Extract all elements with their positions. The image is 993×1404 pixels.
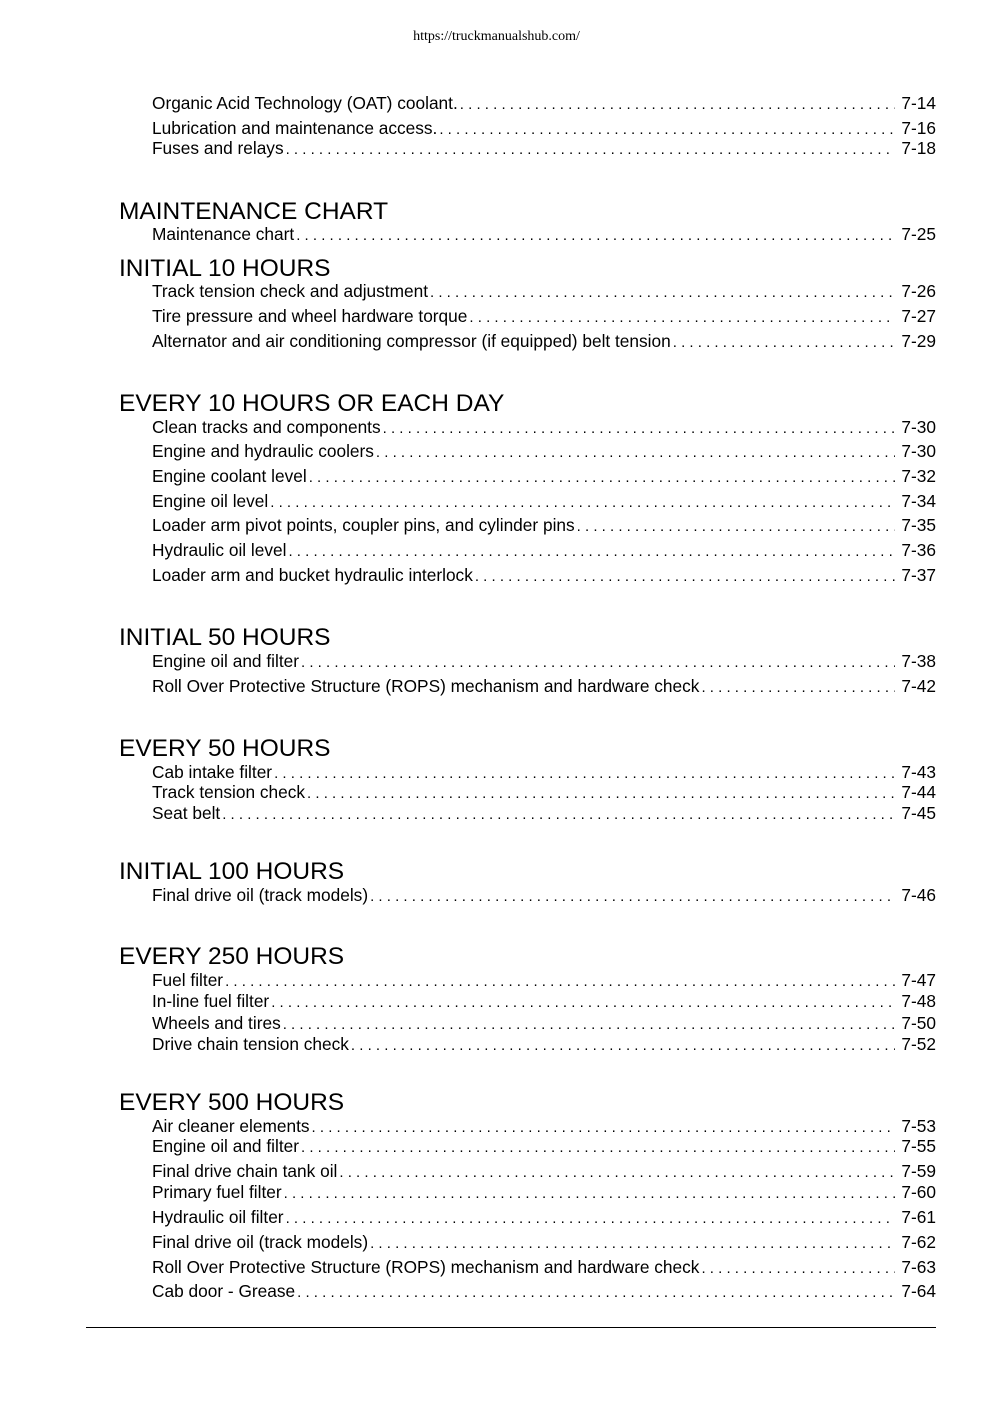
toc-entry-title: Clean tracks and components (152, 417, 381, 437)
dot-leader (307, 784, 895, 804)
toc-entry-title: Primary fuel filter (152, 1182, 282, 1202)
dot-leader (383, 419, 896, 439)
toc-entry-page: 7-64 (901, 1281, 936, 1301)
toc-entry-page: 7-32 (901, 466, 936, 486)
toc-entry-page: 7-35 (901, 515, 936, 535)
toc-entry-title: Loader arm and bucket hydraulic interlock (152, 565, 473, 585)
toc-entry-page: 7-63 (901, 1257, 936, 1277)
dot-leader (286, 140, 896, 160)
toc-entry[interactable] (152, 1257, 936, 1277)
toc-entry-title: Maintenance chart (152, 224, 295, 244)
toc-entry-page: 7-16 (901, 118, 936, 138)
dot-leader (439, 120, 895, 140)
dot-leader (284, 1184, 896, 1204)
dot-leader (225, 972, 895, 992)
toc-entry-title: Engine and hydraulic coolers (152, 441, 374, 461)
section-heading: EVERY 50 HOURS (119, 735, 331, 762)
toc-entry-title: Engine oil level (152, 491, 269, 511)
toc-entry[interactable] (152, 1034, 936, 1054)
toc-entry-page: 7-43 (901, 762, 936, 782)
dot-leader (286, 1209, 896, 1229)
toc-entry-page: 7-36 (901, 540, 936, 560)
toc-entry-title: Fuel filter (152, 970, 224, 990)
toc-entry-title: Engine oil and filter (152, 1136, 299, 1156)
toc-entry-page: 7-38 (901, 651, 936, 671)
toc-entry[interactable] (152, 441, 936, 461)
toc-entry-title: Lubrication and maintenance access. (152, 118, 438, 138)
toc-entry-title: Cab intake filter (152, 762, 273, 782)
toc-entry[interactable] (152, 540, 936, 560)
toc-entry[interactable] (152, 803, 936, 823)
toc-entry[interactable] (152, 782, 936, 802)
toc-entry[interactable] (152, 417, 936, 437)
section-heading: INITIAL 100 HOURS (119, 858, 345, 885)
dot-leader (370, 1234, 895, 1254)
dot-leader (288, 542, 895, 562)
toc-entry-page: 7-30 (901, 441, 936, 461)
source-url: https://truckmanualshub.com/ (413, 29, 580, 44)
dot-leader (274, 764, 895, 784)
dot-leader (376, 443, 895, 463)
toc-entry-page: 7-59 (901, 1161, 936, 1181)
dot-leader (339, 1163, 895, 1183)
toc-entry-page: 7-44 (901, 782, 936, 802)
toc-entry-title: Engine coolant level (152, 466, 307, 486)
dot-leader (309, 468, 896, 488)
toc-entry[interactable] (152, 515, 936, 535)
toc-entry[interactable] (152, 1182, 936, 1202)
toc-entry[interactable] (152, 1116, 936, 1136)
toc-entry-title: Hydraulic oil level (152, 540, 287, 560)
toc-entry-page: 7-30 (901, 417, 936, 437)
section-heading: EVERY 500 HOURS (119, 1089, 345, 1116)
toc-entry-page: 7-18 (901, 138, 936, 158)
toc-entry[interactable] (152, 93, 936, 113)
section-heading: MAINTENANCE CHART (119, 198, 389, 225)
dot-leader (460, 95, 896, 115)
dot-leader (270, 493, 895, 513)
toc-entry[interactable] (152, 306, 936, 326)
toc-entry[interactable] (152, 281, 936, 301)
toc-entry-title: Loader arm pivot points, coupler pins, and cylinder pins (152, 515, 575, 535)
toc-entry-page: 7-45 (901, 803, 936, 823)
toc-entry[interactable] (152, 676, 936, 696)
dot-leader (297, 1283, 895, 1303)
toc-entry-page: 7-46 (901, 885, 936, 905)
toc-entry[interactable] (152, 1161, 936, 1181)
toc-entry-title: Final drive chain tank oil (152, 1161, 338, 1181)
toc-entry-title: Roll Over Protective Structure (ROPS) mechanism and hardware check (152, 1257, 700, 1277)
toc-entry-page: 7-26 (901, 281, 936, 301)
toc-entry-page: 7-62 (901, 1232, 936, 1252)
toc-entry-page: 7-52 (901, 1034, 936, 1054)
dot-leader (283, 1015, 896, 1035)
toc-entry-title: Air cleaner elements (152, 1116, 310, 1136)
toc-entry[interactable] (152, 138, 936, 158)
dot-leader (301, 1138, 895, 1158)
toc-entry-page: 7-53 (901, 1116, 936, 1136)
toc-entry-page: 7-61 (901, 1207, 936, 1227)
toc-entry[interactable] (152, 885, 936, 905)
dot-leader (312, 1118, 896, 1138)
dot-leader (296, 226, 895, 246)
toc-entry-title: Engine oil and filter (152, 651, 299, 671)
toc-entry-title: Alternator and air conditioning compressor (if equipped) belt tension (152, 331, 671, 351)
dot-leader (351, 1036, 895, 1056)
dot-leader (469, 308, 895, 328)
toc-entry-title: Track tension check and adjustment (152, 281, 429, 301)
toc-entry-page: 7-25 (901, 224, 936, 244)
toc-entry-title: Hydraulic oil filter (152, 1207, 284, 1227)
dot-leader (430, 283, 895, 303)
section-heading: INITIAL 50 HOURS (119, 624, 331, 651)
toc-entry[interactable] (152, 970, 936, 990)
dot-leader (701, 1259, 895, 1279)
section-heading: EVERY 250 HOURS (119, 943, 345, 970)
toc-entry-page: 7-48 (901, 991, 936, 1011)
toc-entry-page: 7-55 (901, 1136, 936, 1156)
toc-entry-title: In-line fuel filter (152, 991, 270, 1011)
dot-leader (673, 333, 896, 353)
dot-leader (370, 887, 895, 907)
section-heading: EVERY 10 HOURS OR EACH DAY (119, 390, 505, 417)
toc-entry[interactable] (152, 991, 936, 1011)
toc-entry-page: 7-50 (901, 1013, 936, 1033)
dot-leader (271, 993, 895, 1013)
toc-entry-title: Final drive oil (track models) (152, 885, 369, 905)
toc-entry-title: Wheels and tires (152, 1013, 281, 1033)
toc-entry[interactable] (152, 1207, 936, 1227)
toc-entry-page: 7-42 (901, 676, 936, 696)
toc-entry[interactable] (152, 118, 936, 138)
footer-rule (86, 1327, 936, 1328)
dot-leader (701, 678, 895, 698)
toc-entry-title: Fuses and relays (152, 138, 284, 158)
toc-entry[interactable] (152, 1232, 936, 1252)
toc-entry[interactable] (152, 491, 936, 511)
toc-entry[interactable] (152, 224, 936, 244)
toc-entry[interactable] (152, 1281, 936, 1301)
dot-leader (222, 805, 895, 825)
toc-entry[interactable] (152, 565, 936, 585)
toc-entry[interactable] (152, 1013, 936, 1033)
toc-entry[interactable] (152, 762, 936, 782)
toc-entry-title: Cab door - Grease (152, 1281, 296, 1301)
dot-leader (301, 653, 895, 673)
toc-entry-title: Roll Over Protective Structure (ROPS) mechanism and hardware check (152, 676, 700, 696)
dot-leader (577, 517, 896, 537)
toc-entry-page: 7-34 (901, 491, 936, 511)
toc-entry-page: 7-29 (901, 331, 936, 351)
toc-entry-page: 7-27 (901, 306, 936, 326)
toc-entry-page: 7-14 (901, 93, 936, 113)
toc-entry[interactable] (152, 651, 936, 671)
toc-entry[interactable] (152, 466, 936, 486)
section-heading: INITIAL 10 HOURS (119, 255, 331, 282)
toc-entry-title: Organic Acid Technology (OAT) coolant. (152, 93, 458, 113)
dot-leader (475, 567, 896, 587)
toc-entry[interactable] (152, 1136, 936, 1156)
toc-entry-title: Seat belt (152, 803, 221, 823)
toc-entry-title: Final drive oil (track models) (152, 1232, 369, 1252)
toc-entry-title: Track tension check (152, 782, 306, 802)
toc-entry-page: 7-60 (901, 1182, 936, 1202)
toc-entry[interactable] (152, 331, 936, 351)
toc-entry-page: 7-47 (901, 970, 936, 990)
toc-entry-page: 7-37 (901, 565, 936, 585)
toc-entry-title: Tire pressure and wheel hardware torque (152, 306, 468, 326)
toc-entry-title: Drive chain tension check (152, 1034, 349, 1054)
